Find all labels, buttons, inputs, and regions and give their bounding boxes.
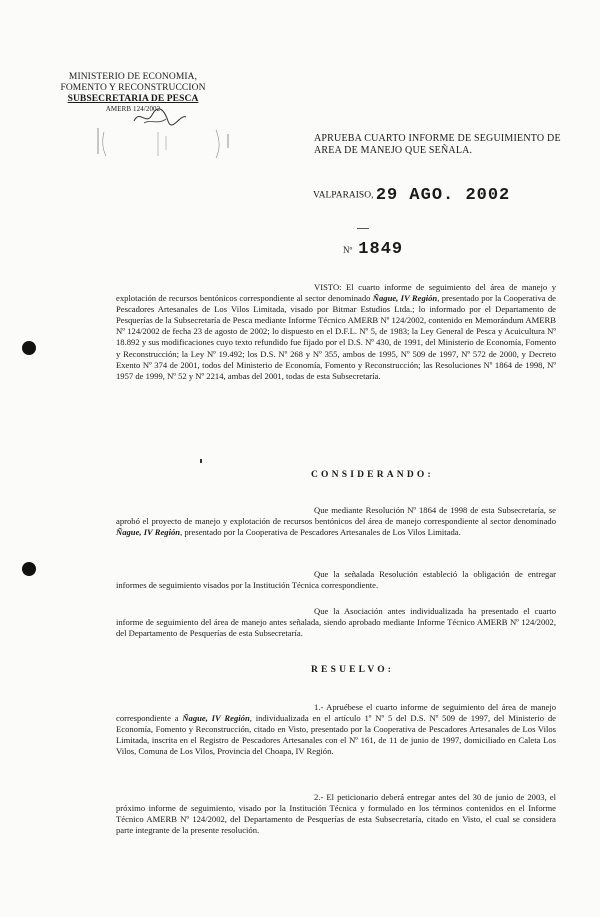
number-value: 1849 — [358, 240, 404, 259]
date-stamp: 29 AGO. 2002 — [375, 186, 511, 205]
visto-sector: Ñague, IV Región — [372, 293, 438, 304]
header-line-4: AMERB 124/2002 — [105, 105, 161, 113]
resuelvo-p1-text-b: , individualizada en el artículo 1º Nº 5 del D.S. Nº 509 de 1997, del Ministerio de Economía, Fomento y Reconstrucción, citado en Visto, presentado por la Cooperativa de Pescadores Artesanales de Los Vilos Limitada, inscrita en el Registro de Pescadores Artesanales con el Nº 161, de 11 de junio de 1997, domiciliado en Caleta Los Vilos, Comuna de Los Vilos, Provincia del Choapa, IV Región. — [116, 713, 556, 757]
date-line — [313, 186, 510, 205]
resuelvo-paragraph-1 — [116, 702, 556, 757]
visto-text-1: El cuarto informe de seguimiento del área de manejo y explotación de recursos bentónicos correspondiente al sector denominado — [116, 282, 556, 304]
visto-text-2: , presentado por la Cooperativa de Pescadores Artesanales de Los Vilos Limitada, visado por Bitmar Estudios Ltda.; lo informado por el Departamento de Pesquerías de la Subsecretaría de Pesca mediante Informe Técnico AMERB Nº 124/2002, contenido en Memorándum AMERB Nº 124/2002 de fecha 23 de agosto de 2002; lo dispuesto en el D.F.L. Nº 5, de 1983; la Ley General de Pesca y Acuicultura Nº 18.892 y sus modificaciones cuyo texto refundido fue fijado por el D.S. Nº 430, de 1991, del Ministerio de Economía, Fomento y Reconstrucción; la Ley Nº 19.492; los D.S. Nº 268 y Nº 355, ambos de 1995, Nº 509 de 1997, Nº 572 de 2000, y Decreto Exento Nº 374 de 2001, todos del Ministerio de Economía, Fomento y Reconstrucción; las Resoluciones Nº 1864 de 1998, Nº 1957 de 1999, Nº 52 y Nº 2214, ambas del 2001, todas de esta Subsecretaría. — [116, 293, 556, 381]
small-mark — [357, 228, 369, 229]
considerando-p1-text-a: Que mediante Resolución Nº 1864 de 1998 de esta Subsecretaría, se aprobó el proyecto de manejo y explotación de recursos bentónicos del área de manejo correspondiente al sector denominado — [116, 505, 556, 527]
resuelvo-p1-sector: Ñague, IV Región — [182, 713, 250, 724]
header-line-2: FOMENTO Y RECONSTRUCCION — [60, 83, 206, 93]
resolution-number — [343, 240, 403, 259]
resuelvo-paragraph-2: 2.- El peticionario deberá entregar antes del 30 de junio de 2003, el próximo informe de seguimiento, visado por la Institución Técnica y formulado en los términos contenidos en el Informe Técnico AMERB Nº 124/2002, del Departamento de Pesquerías de esta Subsecretaría, citado en Visto, el cual se considera parte integrante de la presente resolución. — [116, 792, 556, 836]
header-line-1: MINISTERIO DE ECONOMIA, — [68, 72, 198, 82]
resuelvo-p1-text-a: 1.- Apruébese el cuarto informe de seguimiento del área de manejo correspondiente a — [116, 702, 556, 724]
header-line-3: SUBSECRETARIA DE PESCA — [67, 94, 199, 104]
faint-seal-stamp — [88, 126, 238, 166]
considerando-paragraph-2: Que la señalada Resolución estableció la obligación de entregar informes de seguimiento visados por la Institución Técnica correspondiente. — [116, 569, 556, 591]
number-prefix: Nº — [343, 245, 353, 255]
handwritten-initials — [130, 106, 190, 128]
considerando-p1-sector: Ñague, IV Región — [116, 527, 181, 538]
city-label: VALPARAISO, — [313, 190, 374, 201]
visto-paragraph — [116, 282, 556, 382]
visto-label: VISTO: — [314, 282, 342, 292]
resuelvo-heading: RESUELVO: — [311, 665, 395, 675]
considerando-paragraph-1 — [116, 505, 556, 538]
resolution-subject: APRUEBA CUARTO INFORME DE SEGUIMIENTO DE AREA DE MANEJO QUE SEÑALA. — [314, 133, 561, 156]
considerando-paragraph-3: Que la Asociación antes individualizada ha presentado el cuarto informe de seguimiento del área de manejo antes señalada, siendo aprobado mediante Informe Técnico AMERB Nº 124/2002, del Departamento de Pesquerías de esta Subsecretaría. — [116, 606, 556, 639]
considerando-heading: CONSIDERANDO: — [311, 470, 434, 480]
punch-hole-bottom — [22, 562, 36, 576]
stray-mark — [200, 459, 202, 463]
considerando-p1-text-b: , presentado por la Cooperativa de Pescadores Artesanales de Los Vilos Limitada. — [180, 527, 461, 538]
punch-hole-top — [22, 341, 36, 355]
